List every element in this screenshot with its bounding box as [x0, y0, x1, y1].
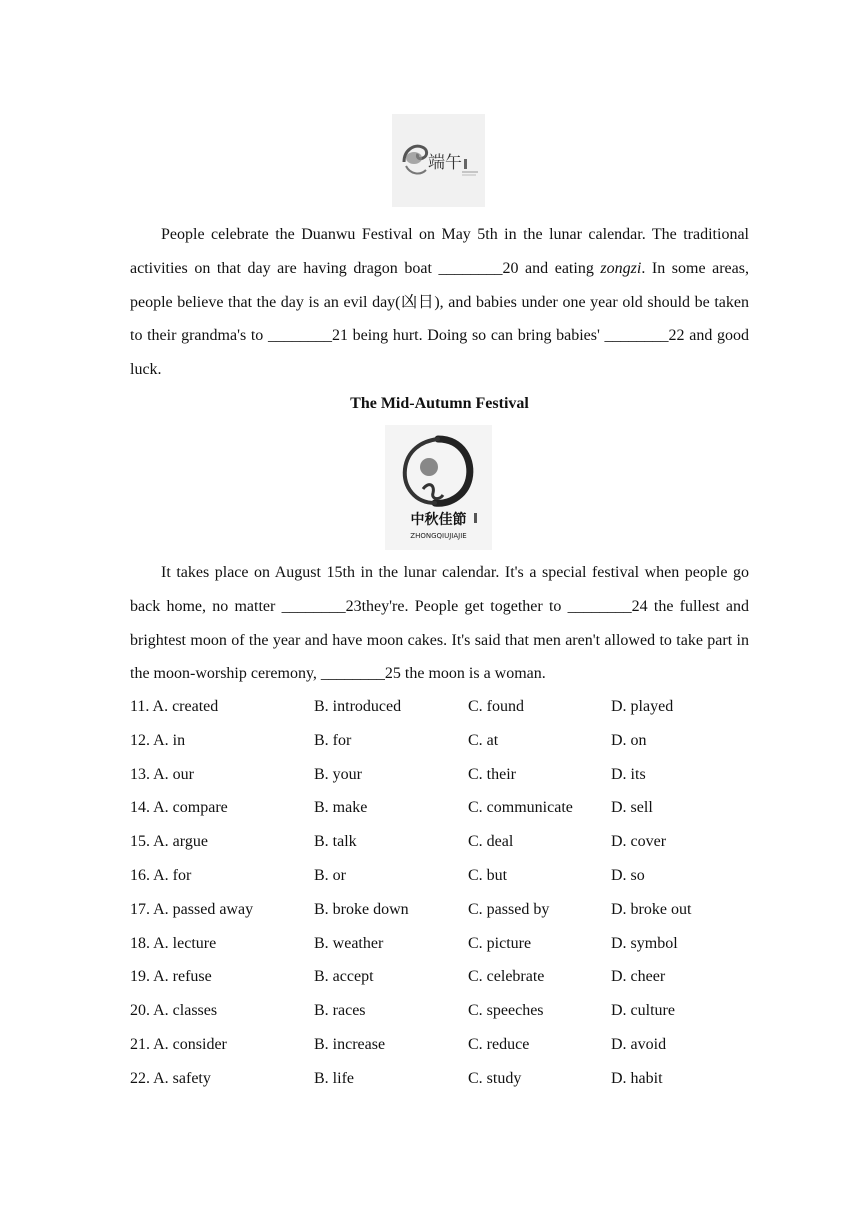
option-row	[130, 758, 780, 792]
option-d: D. played	[611, 698, 674, 715]
option-b: B. make	[314, 799, 368, 817]
duanwu-logo-text: 端午	[428, 153, 462, 173]
answer-options-table	[130, 690, 780, 1096]
option-c: C. passed by	[468, 900, 550, 918]
option-row	[130, 791, 780, 825]
option-b: B. talk	[314, 833, 357, 851]
option-a: 21. A. consider	[130, 1035, 227, 1053]
option-d: D. habit	[611, 1069, 663, 1087]
mid-autumn-paragraph	[130, 556, 749, 691]
option-a: 19. A. refuse	[130, 968, 212, 986]
option-d: D. its	[611, 765, 646, 783]
option-a: 20. A. classes	[130, 1002, 218, 1020]
option-row	[130, 724, 780, 758]
option-c: C. picture	[468, 934, 532, 952]
duanwu-logo	[392, 114, 485, 207]
option-b: B. broke down	[314, 900, 409, 918]
option-b: B. or	[314, 866, 346, 884]
option-d: D. cheer	[611, 968, 666, 986]
option-row	[130, 960, 780, 994]
mid-autumn-moon-logo-icon	[385, 425, 492, 550]
mid-autumn-logo-en: ZHONGQIUJIAJIE	[410, 532, 467, 540]
option-a: 13. A. our	[130, 765, 194, 783]
option-b: B. your	[314, 765, 362, 783]
option-b: B. increase	[314, 1035, 386, 1053]
mid-autumn-title: The Mid-Autumn Festival	[350, 395, 529, 412]
option-b: B. accept	[314, 968, 374, 986]
option-b: B. races	[314, 1002, 366, 1020]
mid-autumn-logo-cn: 中秋佳節	[410, 512, 467, 528]
option-a: 11. A. created	[130, 698, 219, 715]
option-a: 18. A. lecture	[130, 934, 217, 952]
option-row	[130, 893, 780, 927]
option-c: C. celebrate	[468, 968, 545, 986]
option-a: 14. A. compare	[130, 799, 228, 817]
option-d: D. sell	[611, 799, 653, 817]
option-a: 15. A. argue	[130, 833, 208, 851]
option-c: C. reduce	[468, 1035, 530, 1053]
option-b: B. life	[314, 1069, 354, 1087]
option-d: D. so	[611, 866, 645, 884]
option-d: D. avoid	[611, 1035, 667, 1053]
option-row	[130, 994, 780, 1028]
option-c: C. speeches	[468, 1002, 544, 1020]
option-c: C. but	[468, 866, 508, 884]
option-d: D. culture	[611, 1002, 675, 1020]
duanwu-text-part1: People celebrate the Duanwu Festival on May 5th in the lunar calendar. The traditional activities on that day are having dragon boat ________20 and eating	[130, 226, 749, 277]
option-c: C. deal	[468, 833, 514, 851]
option-row	[130, 1028, 780, 1062]
option-c: C. their	[468, 765, 516, 783]
option-b: B. introduced	[314, 698, 402, 715]
option-a: 22. A. safety	[130, 1069, 211, 1087]
duanwu-text-part2: . In some areas, people believe that the day is an evil day(凶日), and babies under one year old should be taken to their grandma's to ________21 being hurt. Doing so can bring babies' ________22 and good luck.	[130, 259, 749, 379]
option-a: 17. A. passed away	[130, 900, 254, 918]
option-row	[130, 927, 780, 961]
option-d: D. on	[611, 731, 647, 749]
mid-autumn-text: It takes place on August 15th in the lunar calendar. It's a special festival when people go back home, no matter ________23they're. People get together to ________24 the fullest and brightest moon of the year and have moon cakes. It's said that men aren't allowed to take part in the moon-worship ceremony, ________25 the moon is a woman.	[130, 564, 749, 683]
duanwu-paragraph	[130, 218, 749, 387]
option-row	[130, 690, 780, 724]
option-c: C. found	[468, 698, 524, 715]
option-d: D. broke out	[611, 900, 692, 918]
option-d: D. symbol	[611, 934, 678, 952]
mid-autumn-logo	[385, 425, 492, 550]
option-row	[130, 1062, 780, 1096]
duanwu-dragon-boat-logo-icon	[392, 114, 485, 207]
option-row	[130, 825, 780, 859]
option-b: B. for	[314, 731, 352, 749]
option-c: C. at	[468, 731, 499, 749]
zongzi-word: zongzi	[600, 259, 642, 277]
option-c: C. communicate	[468, 799, 573, 817]
option-row	[130, 859, 780, 893]
option-a: 16. A. for	[130, 866, 192, 884]
option-d: D. cover	[611, 833, 667, 851]
option-c: C. study	[468, 1069, 522, 1087]
option-b: B. weather	[314, 934, 384, 952]
option-a: 12. A. in	[130, 731, 186, 749]
